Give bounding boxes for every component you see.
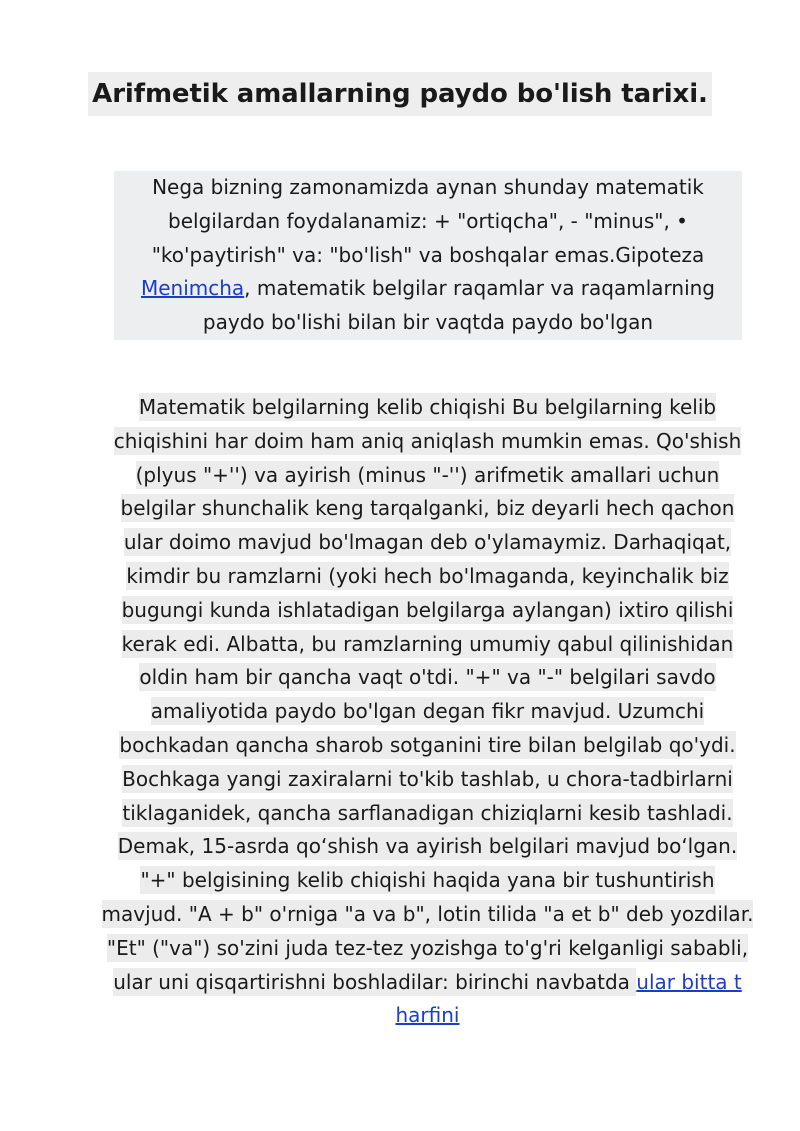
intro-text-before-link: Nega bizning zamonamizda aynan shunday matematik belgilardan foydalanamiz: + "ortiqcha", - "minus", • "ko'paytirish" va: "bo'lish" va boshqalar emas.Gipoteza — [151, 175, 705, 267]
title-wrap — [0, 72, 800, 116]
body-link[interactable]: ular bitta t harfini — [395, 969, 742, 1028]
intro-text-after-link: , matematik belgilar raqamlar va raqamlarning paydo bo'lishi bilan bir vaqtda paydo bo'lgan — [202, 276, 716, 335]
menimcha-link[interactable]: Menimcha — [140, 276, 245, 301]
page-title: Arifmetik amallarning paydo bo'lish tarixi. — [88, 72, 712, 116]
intro-paragraph — [114, 171, 742, 340]
body-paragraph — [100, 391, 755, 1033]
body-text: Matematik belgilarning kelib chiqishi Bu belgilarning kelib chiqishini har doim ham aniq aniqlash mumkin emas. Qo'shish (plyus "+'') va ayirish (minus "-'') arifmetik amallari uchun belgilar shunchalik keng tarqalganki, biz deyarli hech qachon ular doimo mavjud bo'lmagan deb o'ylamaymiz. Darhaqiqat, kimdir bu ramzlarni (yoki hech bo'lmaganda, keyinchalik biz bugungi kunda ishlatadigan belgilarga aylangan) ixtiro qilishi kerak edi. Albatta, bu ramzlarning umumiy qabul qilinishidan oldin ham bir qancha vaqt o'tdi. "+" va "-" belgilari savdo amaliyotida paydo bo'lgan degan fikr mavjud. Uzumchi bochkadan qancha sharob sotganini tire bilan belgilab qo'ydi. Bochkaga yangi zaxiralarni to'kib tashlab, u chora-tadbirlarni tiklaganidek, qancha sarflanadigan chiziqlarni kesib tashladi. Demak, 15-asrda qo‘shish va ayirish belgilari mavjud bo‘lgan. "+" belgisining kelib chiqishi haqida yana bir tushuntirish mavjud. "A + b" o'rniga "a va b", lotin tilida "a et b" deb yozdilar. "Et" ("va") so'zini juda tez-tez yozishga to'g'ri kelganligi sababli, ular uni qisqartirishni boshladilar: birinchi navbatda — [101, 395, 754, 994]
